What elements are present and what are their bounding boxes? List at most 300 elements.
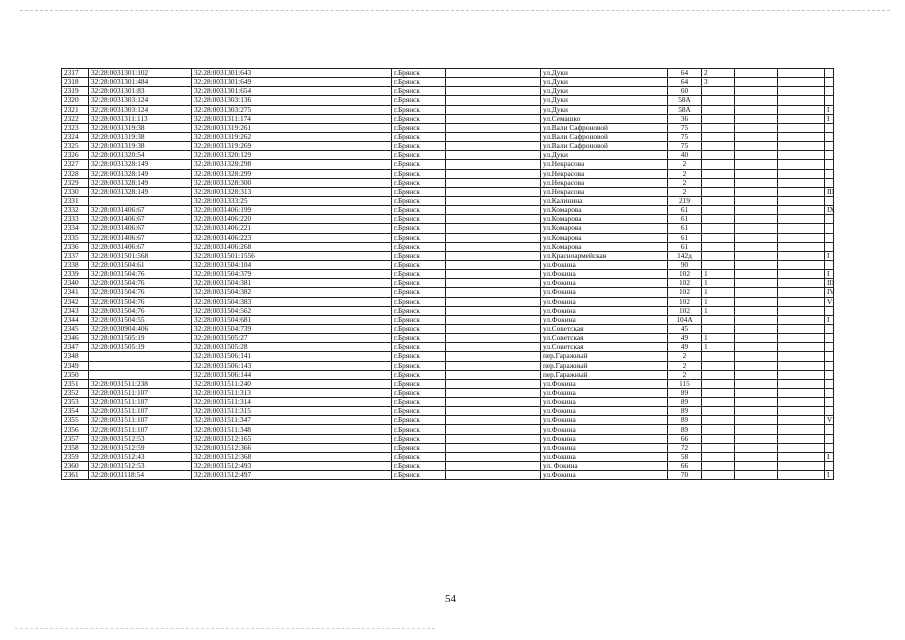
table-cell: 32:28:0031504:76 [89, 270, 192, 279]
table-cell: г.Брянск [392, 123, 446, 132]
table-row [62, 279, 834, 288]
table-cell [778, 123, 825, 132]
table-cell: 32:28:0031512:497 [192, 471, 392, 480]
table-cell: 32:28:0031504:61 [89, 260, 192, 269]
table-cell: 40 [668, 151, 702, 160]
table-cell: 2360 [62, 462, 89, 471]
table-cell: г.Брянск [392, 297, 446, 306]
table-cell: г.Брянск [392, 288, 446, 297]
table-cell: г.Брянск [392, 206, 446, 215]
table-cell [735, 123, 778, 132]
table-cell [735, 260, 778, 269]
table-cell: г.Брянск [392, 361, 446, 370]
table-cell: 32:28:0031301:484 [89, 78, 192, 87]
table-cell: ул.Фокина [541, 306, 668, 315]
table-cell: 32:28:0031504:55 [89, 315, 192, 324]
table-cell [778, 416, 825, 425]
table-cell: 32:28:0031301:83 [89, 87, 192, 96]
table-cell: ул.Дуки [541, 151, 668, 160]
table-cell: 32:28:0031301:649 [192, 78, 392, 87]
table-cell: ул.Фокина [541, 260, 668, 269]
table-cell: пер.Гаражный [541, 352, 668, 361]
table-cell: ул.Фокина [541, 315, 668, 324]
table-cell [702, 352, 735, 361]
table-cell: ул.Фокина [541, 297, 668, 306]
table-cell: 32:28:0031506:144 [192, 370, 392, 379]
table-cell: 75 [668, 132, 702, 141]
table-cell [825, 370, 834, 379]
table-cell [778, 425, 825, 434]
table-cell: г.Брянск [392, 224, 446, 233]
table-row [62, 242, 834, 251]
table-cell: I [825, 251, 834, 260]
table-cell [735, 471, 778, 480]
table-row [62, 251, 834, 260]
table-cell: I [825, 105, 834, 114]
table-cell [825, 151, 834, 160]
table-cell: ул.Некрасова [541, 160, 668, 169]
table-row [62, 462, 834, 471]
table-cell [735, 69, 778, 78]
table-cell: г.Брянск [392, 388, 446, 397]
table-cell: ул.Комарова [541, 233, 668, 242]
table-cell: 32:28:0031511:313 [192, 388, 392, 397]
table-cell: 32:28:0031511:107 [89, 425, 192, 434]
table-cell [735, 132, 778, 141]
table-cell [446, 260, 541, 269]
table-cell [702, 462, 735, 471]
table-cell: 64 [668, 78, 702, 87]
table-cell: 32:28:0031504:381 [192, 279, 392, 288]
table-cell: 142д [668, 251, 702, 260]
table-cell [825, 361, 834, 370]
table-cell: 61 [668, 206, 702, 215]
table-cell [778, 233, 825, 242]
table-cell: 104А [668, 315, 702, 324]
table-cell [702, 452, 735, 461]
table-cell [778, 187, 825, 196]
table-cell: 2351 [62, 379, 89, 388]
table-cell [778, 215, 825, 224]
table-cell [702, 425, 735, 434]
table-cell [702, 96, 735, 105]
table-cell: 32:28:0031501:568 [89, 251, 192, 260]
table-cell: г.Брянск [392, 187, 446, 196]
table-cell: г.Брянск [392, 279, 446, 288]
table-cell: 1 [702, 297, 735, 306]
table-cell [702, 434, 735, 443]
table-cell: 2 [702, 69, 735, 78]
table-cell [778, 260, 825, 269]
table-cell [778, 315, 825, 324]
table-cell: ул.Некрасова [541, 169, 668, 178]
table-cell: г.Брянск [392, 160, 446, 169]
table-cell: 2361 [62, 471, 89, 480]
table-cell: 32:28:0031406:67 [89, 233, 192, 242]
table-cell: 32:28:0031504:681 [192, 315, 392, 324]
table-cell: III [825, 279, 834, 288]
table-cell: 75 [668, 142, 702, 151]
table-cell [702, 233, 735, 242]
table-row [62, 196, 834, 205]
table-cell [446, 471, 541, 480]
table-cell: 32:28:0031511:107 [89, 416, 192, 425]
table-cell: 36 [668, 114, 702, 123]
table-cell: 32:28:0031504:383 [192, 297, 392, 306]
table-cell: ул.Советская [541, 343, 668, 352]
table-row [62, 96, 834, 105]
table-row [62, 132, 834, 141]
table-cell [735, 142, 778, 151]
table-cell: 2344 [62, 315, 89, 324]
table-cell: 2330 [62, 187, 89, 196]
table-cell: 32:28:0031512:368 [192, 452, 392, 461]
table-cell [735, 462, 778, 471]
table-cell [825, 260, 834, 269]
table-cell [778, 324, 825, 333]
table-cell: 102 [668, 297, 702, 306]
table-cell: ул.Комарова [541, 224, 668, 233]
table-cell [735, 407, 778, 416]
table-cell: 2320 [62, 96, 89, 105]
scan-artifact-top [20, 10, 890, 19]
table-row [62, 324, 834, 333]
table-cell [89, 352, 192, 361]
table-cell [735, 398, 778, 407]
table-cell: 32:28:0031319:269 [192, 142, 392, 151]
table-cell: 32:28:0031512:493 [192, 462, 392, 471]
table-row [62, 407, 834, 416]
table-cell [778, 69, 825, 78]
table-cell: I [825, 114, 834, 123]
table-cell: 2336 [62, 242, 89, 251]
table-cell: 32:28:0030904:406 [89, 324, 192, 333]
table-cell [778, 379, 825, 388]
table-cell: ул.Красноармейская [541, 251, 668, 260]
table-cell: 2347 [62, 343, 89, 352]
table-cell [778, 169, 825, 178]
table-cell [778, 388, 825, 397]
table-cell [735, 187, 778, 196]
table-row [62, 361, 834, 370]
table-cell: 32:28:0031301:654 [192, 87, 392, 96]
table-cell [446, 352, 541, 361]
table-cell [702, 151, 735, 160]
table-cell: г.Брянск [392, 425, 446, 434]
table-row [62, 388, 834, 397]
table-cell: 32:28:0031118:54 [89, 471, 192, 480]
table-row [62, 343, 834, 352]
table-cell [702, 132, 735, 141]
table-cell: 72 [668, 443, 702, 452]
table-cell: 32:28:0031303:136 [192, 96, 392, 105]
table-cell: г.Брянск [392, 370, 446, 379]
table-cell [446, 297, 541, 306]
table-cell [446, 87, 541, 96]
table-cell [446, 315, 541, 324]
table-cell: ул.Калинина [541, 196, 668, 205]
table-cell [702, 471, 735, 480]
table-cell: г.Брянск [392, 142, 446, 151]
table-cell [446, 96, 541, 105]
table-row [62, 187, 834, 196]
table-cell [778, 471, 825, 480]
table-cell: г.Брянск [392, 114, 446, 123]
table-cell: 32:28:0031504:379 [192, 270, 392, 279]
table-row [62, 425, 834, 434]
table-cell [735, 443, 778, 452]
table-row [62, 334, 834, 343]
table-cell: 32:28:0031505:19 [89, 334, 192, 343]
table-cell [446, 169, 541, 178]
table-cell: 1 [702, 279, 735, 288]
table-cell: г.Брянск [392, 452, 446, 461]
table-cell [446, 105, 541, 114]
table-cell: 89 [668, 388, 702, 397]
table-cell [825, 352, 834, 361]
table-cell [702, 187, 735, 196]
table-cell: 32:28:0031319:38 [89, 123, 192, 132]
table-cell [702, 160, 735, 169]
table-cell: ул.Фокина [541, 425, 668, 434]
table-cell [778, 87, 825, 96]
table-cell: г.Брянск [392, 416, 446, 425]
table-cell: 3 [702, 78, 735, 87]
table-cell [735, 379, 778, 388]
table-cell: 32:28:0031504:76 [89, 297, 192, 306]
table-row [62, 315, 834, 324]
table-cell: 32:28:0031511:107 [89, 388, 192, 397]
table-cell [735, 324, 778, 333]
table-cell: 32:28:0031333:25 [192, 196, 392, 205]
table-cell: 2335 [62, 233, 89, 242]
table-cell [778, 178, 825, 187]
table-cell [778, 96, 825, 105]
table-cell: г.Брянск [392, 462, 446, 471]
table-cell: 32:28:0031320:129 [192, 151, 392, 160]
table-cell: 32:28:0031512:43 [89, 452, 192, 461]
table-row [62, 123, 834, 132]
table-cell: г.Брянск [392, 233, 446, 242]
table-row [62, 206, 834, 215]
table-cell: 64 [668, 69, 702, 78]
table-cell [778, 114, 825, 123]
table-cell: 2340 [62, 279, 89, 288]
table-cell [825, 233, 834, 242]
table-cell: 102 [668, 279, 702, 288]
table-cell: 32:28:0031504:76 [89, 306, 192, 315]
table-cell [702, 251, 735, 260]
table-cell [735, 434, 778, 443]
table-cell: 32:28:0031328:149 [89, 160, 192, 169]
table-cell [825, 132, 834, 141]
table-cell [825, 334, 834, 343]
table-cell: 2350 [62, 370, 89, 379]
table-cell [446, 160, 541, 169]
table-cell: 1 [702, 306, 735, 315]
table-cell: 32:28:0031512:53 [89, 434, 192, 443]
table-cell [825, 142, 834, 151]
table-cell: 32:28:0031505:28 [192, 343, 392, 352]
table-cell: ул.Фокина [541, 452, 668, 461]
table-row [62, 142, 834, 151]
table-cell [825, 224, 834, 233]
table-cell: 32:28:0031506:141 [192, 352, 392, 361]
table-cell: 32:28:0031311:174 [192, 114, 392, 123]
table-cell: 32:28:0031504:76 [89, 288, 192, 297]
table-cell: 2352 [62, 388, 89, 397]
table-cell: 2 [668, 187, 702, 196]
table-row [62, 260, 834, 269]
table-cell: 1 [702, 343, 735, 352]
table-cell: 70 [668, 471, 702, 480]
table-cell [825, 379, 834, 388]
table-cell: 32:28:0031328:149 [89, 187, 192, 196]
table-cell: 32:28:0031511:314 [192, 398, 392, 407]
table-cell: 2331 [62, 196, 89, 205]
table-cell [778, 443, 825, 452]
table-cell: 2322 [62, 114, 89, 123]
table-cell [735, 388, 778, 397]
table-cell: г.Брянск [392, 407, 446, 416]
table-cell: ул. Фокина [541, 462, 668, 471]
table-cell [446, 78, 541, 87]
table-cell [735, 96, 778, 105]
table-cell [825, 306, 834, 315]
table-cell [446, 178, 541, 187]
table-cell [702, 242, 735, 251]
table-cell: 2 [668, 160, 702, 169]
table-cell: г.Брянск [392, 151, 446, 160]
table-cell: 32:28:0031506:143 [192, 361, 392, 370]
table-cell: 66 [668, 462, 702, 471]
table-cell: ул.Фокина [541, 471, 668, 480]
table-cell: 2321 [62, 105, 89, 114]
table-cell [825, 343, 834, 352]
table-row [62, 87, 834, 96]
table-cell: ул.Фокина [541, 398, 668, 407]
table-cell: 2359 [62, 452, 89, 461]
register-table-body [62, 69, 834, 480]
table-cell [735, 233, 778, 242]
table-cell: 58А [668, 105, 702, 114]
table-cell: 32:28:0031406:67 [89, 242, 192, 251]
table-cell: пер.Гаражный [541, 361, 668, 370]
table-row [62, 297, 834, 306]
table-cell: 66 [668, 434, 702, 443]
table-cell [446, 123, 541, 132]
table-cell: ул.Фокина [541, 388, 668, 397]
table-cell: 32:28:0031328:149 [89, 178, 192, 187]
table-cell: 32:28:0031319:38 [89, 132, 192, 141]
table-cell [778, 196, 825, 205]
table-cell [446, 361, 541, 370]
table-cell [778, 343, 825, 352]
table-cell [702, 398, 735, 407]
table-cell: 32:28:0031328:313 [192, 187, 392, 196]
table-cell [702, 142, 735, 151]
table-cell: г.Брянск [392, 306, 446, 315]
table-cell: 2354 [62, 407, 89, 416]
table-cell: 32:28:0031512:59 [89, 443, 192, 452]
table-cell: г.Брянск [392, 324, 446, 333]
table-cell [702, 443, 735, 452]
table-cell: ул.Фокина [541, 407, 668, 416]
table-cell [825, 78, 834, 87]
table-cell [89, 361, 192, 370]
table-cell [735, 160, 778, 169]
table-cell [778, 251, 825, 260]
table-row [62, 379, 834, 388]
table-row [62, 105, 834, 114]
table-cell: VI [825, 416, 834, 425]
table-row [62, 416, 834, 425]
table-row [62, 215, 834, 224]
table-cell: 45 [668, 324, 702, 333]
table-cell: г.Брянск [392, 105, 446, 114]
table-cell: г.Брянск [392, 96, 446, 105]
table-cell [735, 169, 778, 178]
table-cell: 32:28:0031511:238 [89, 379, 192, 388]
page-number: 54 [445, 593, 456, 605]
table-cell: ул.Фокина [541, 270, 668, 279]
table-cell [446, 196, 541, 205]
table-cell: 32:28:0031511:107 [89, 398, 192, 407]
table-cell: 32:28:0031301:643 [192, 69, 392, 78]
table-cell: 49 [668, 343, 702, 352]
table-row [62, 471, 834, 480]
table-cell [778, 370, 825, 379]
table-cell: 32:28:0031319:38 [89, 142, 192, 151]
table-cell [825, 443, 834, 452]
table-cell: 32:28:0031328:300 [192, 178, 392, 187]
table-cell [446, 452, 541, 461]
table-cell: г.Брянск [392, 169, 446, 178]
table-cell: 32:28:0031303:275 [192, 105, 392, 114]
table-cell [778, 160, 825, 169]
table-cell [825, 434, 834, 443]
table-cell: 2324 [62, 132, 89, 141]
table-cell [735, 196, 778, 205]
table-cell: г.Брянск [392, 260, 446, 269]
table-cell: г.Брянск [392, 270, 446, 279]
table-row [62, 270, 834, 279]
table-cell [825, 160, 834, 169]
table-cell: 2332 [62, 206, 89, 215]
table-cell: ул.Комарова [541, 242, 668, 251]
table-cell: ул.Фокина [541, 288, 668, 297]
table-cell: 32:28:0031328:299 [192, 169, 392, 178]
table-cell [735, 114, 778, 123]
table-cell [446, 434, 541, 443]
table-cell: 32:28:0031328:149 [89, 169, 192, 178]
table-cell: ул.Фокина [541, 443, 668, 452]
table-cell [825, 69, 834, 78]
table-cell: 102 [668, 306, 702, 315]
table-cell: 32:28:0031406:67 [89, 206, 192, 215]
table-cell [735, 343, 778, 352]
table-cell: ул.Вали Сафроновой [541, 123, 668, 132]
table-cell: 90 [668, 260, 702, 269]
table-cell: 2334 [62, 224, 89, 233]
table-cell: 2346 [62, 334, 89, 343]
table-cell: I [825, 471, 834, 480]
table-cell: г.Брянск [392, 132, 446, 141]
table-cell: 115 [668, 379, 702, 388]
table-cell: 32:28:0031406:199 [192, 206, 392, 215]
table-cell: 61 [668, 233, 702, 242]
table-cell: г.Брянск [392, 379, 446, 388]
